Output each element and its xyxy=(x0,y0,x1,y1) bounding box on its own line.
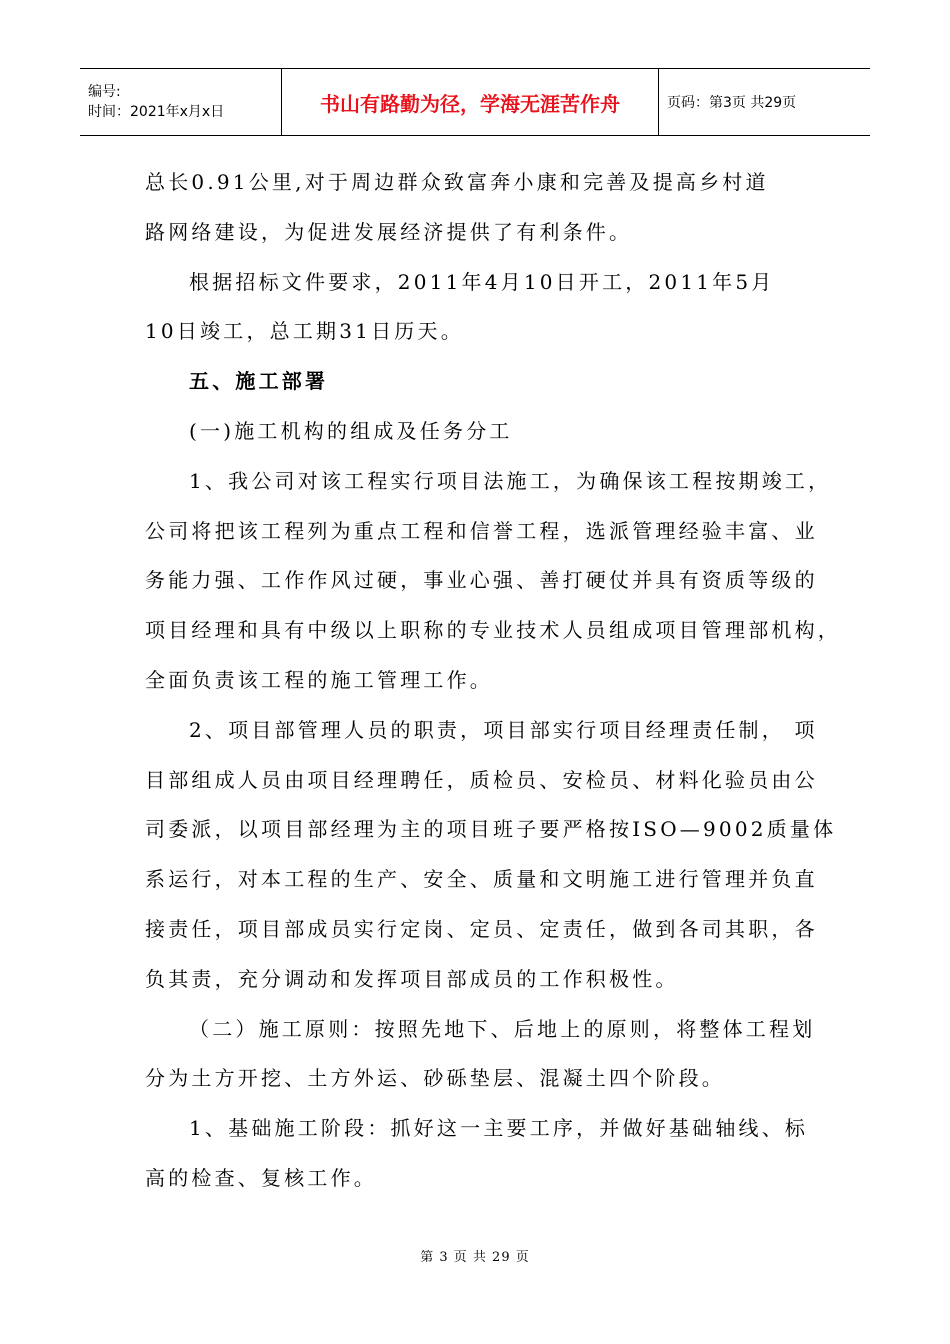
body-line: 2、项目部管理人员的职责，项目部实行项目经理责任制， 项 xyxy=(189,717,818,742)
header-page-cell xyxy=(659,69,870,135)
body-line: 根据招标文件要求，2011年4月10日开工，2011年5月 xyxy=(189,269,775,294)
body-line: 系运行，对本工程的生产、安全、质量和文明施工进行管理并负直 xyxy=(145,867,818,892)
header-left-cell xyxy=(80,69,282,135)
body-line: 接责任，项目部成员实行定岗、定员、定责任，做到各司其职，各 xyxy=(145,916,818,941)
document-body xyxy=(145,158,841,1204)
page-header xyxy=(80,68,870,136)
body-line: 高的检查、复核工作。 xyxy=(145,1165,377,1190)
body-line: 1、基础施工阶段：抓好这一主要工序，并做好基础轴线、标 xyxy=(189,1116,809,1141)
body-line: 目部组成人员由项目经理聘任，质检员、安检员、材料化验员由公 xyxy=(145,767,818,792)
body-line: 10日竣工，总工期31日历天。 xyxy=(145,319,464,344)
body-line: 司委派，以项目部经理为主的项目班子要严格按ISO—9002质量体 xyxy=(145,817,837,842)
document-number-label: 编号: xyxy=(88,84,121,100)
body-line: （二）施工原则：按照先地下、后地上的原则，将整体工程划 xyxy=(189,1016,816,1041)
page-footer xyxy=(0,1246,950,1265)
header-motto: 书山有路勤为径，学海无涯苦作舟 xyxy=(320,91,620,116)
body-line: 总长0.91公里,对于周边群众致富奔小康和完善及提高乡村道 xyxy=(145,170,769,194)
body-line: 项目经理和具有中级以上职称的专业技术人员组成项目管理部机构， xyxy=(145,618,841,643)
subsection-heading: (一)施工机构的组成及任务分工 xyxy=(189,418,513,443)
body-line: 务能力强、工作作风过硬，事业心强、善打硬仗并具有资质等级的 xyxy=(145,568,818,593)
body-line: 分为土方开挖、土方外运、砂砾垫层、混凝土四个阶段。 xyxy=(145,1066,725,1091)
header-page-info: 页码：第3页 共29页 xyxy=(667,95,797,111)
footer-page-number: 第 3 页 共 29 页 xyxy=(420,1250,530,1265)
body-line: 全面负责该工程的施工管理工作。 xyxy=(145,667,493,692)
header-motto-cell xyxy=(282,69,659,135)
body-line: 负其责，充分调动和发挥项目部成员的工作积极性。 xyxy=(145,966,679,991)
document-time-label: 时间：2021年x月x日 xyxy=(88,104,225,120)
section-heading: 五、施工部署 xyxy=(189,369,329,394)
body-line: 公司将把该工程列为重点工程和信誉工程，选派管理经验丰富、业 xyxy=(145,518,818,543)
body-line: 1、我公司对该工程实行项目法施工，为确保该工程按期竣工， xyxy=(189,468,832,493)
body-line: 路网络建设，为促进发展经济提供了有利条件。 xyxy=(145,219,633,244)
